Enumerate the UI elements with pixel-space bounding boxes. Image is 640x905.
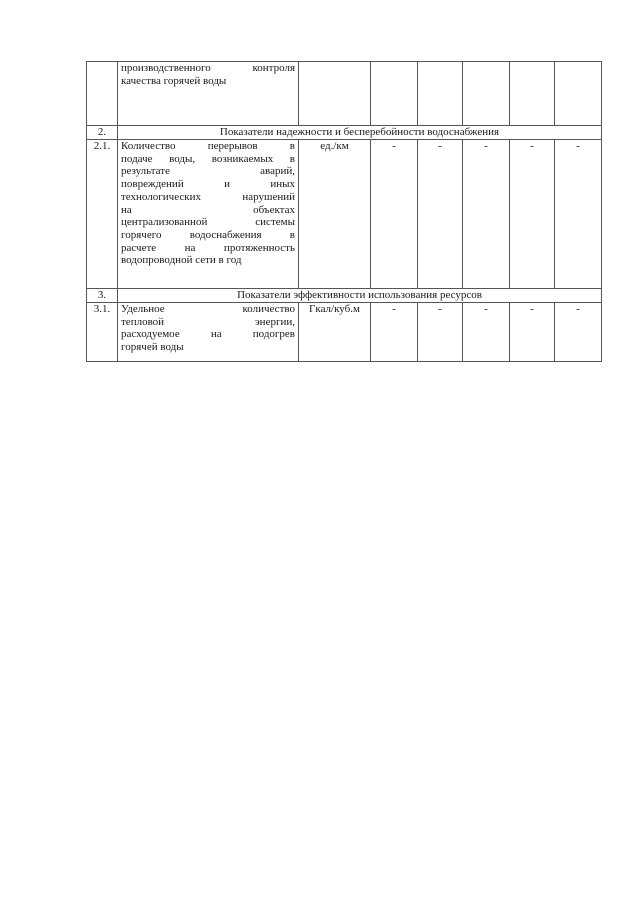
description-line: тепловой энергии, [121,315,295,328]
section-header-row [87,126,602,140]
value-cell [463,62,510,126]
description-line: централизованной системы [121,216,295,229]
section-title: Показатели надежности и бесперебойности водоснабжения [118,126,602,140]
description-line: расходуемое на подогрев [121,328,295,341]
unit-cell [299,62,371,126]
section-number: 3. [87,289,118,303]
indicator-description [118,140,299,289]
section-number: 2. [87,126,118,140]
description-line: горячей воды [121,341,184,354]
row-number [87,62,118,126]
indicators-table [86,61,602,362]
description-line: Удельное количество [121,303,295,315]
value-cell [371,62,418,126]
description-line: повреждений и иных [121,178,295,191]
section-title: Показатели эффективности использования ресурсов [118,289,602,303]
section-header-row [87,289,602,303]
value-cell: - [555,303,602,362]
value-cell [555,62,602,126]
description-line: на объектах [121,203,295,216]
description-line: технологических нарушений [121,190,295,203]
table-row-3-1 [87,303,602,362]
row-number: 3.1. [87,303,118,362]
unit-cell: ед./км [299,140,371,289]
indicator-description [118,62,299,126]
value-cell: - [371,140,418,289]
value-cell [510,62,555,126]
value-cell: - [463,140,510,289]
description-line: расчете на протяженность [121,241,295,254]
description-line: подаче воды, возникаемых в [121,152,295,165]
table-row-2-1 [87,140,602,289]
description-line: горячего водоснабжения в [121,228,295,241]
value-cell: - [555,140,602,289]
description-line: водопроводной сети в год [121,254,242,267]
description-line: Количество перерывов в [121,140,295,152]
value-cell: - [418,303,463,362]
value-cell: - [510,303,555,362]
value-cell: - [418,140,463,289]
description-line: качества горячей воды [121,74,227,87]
description-line: результате аварий, [121,165,295,178]
row-number: 2.1. [87,140,118,289]
value-cell: - [510,140,555,289]
value-cell [418,62,463,126]
description-line: производственного контроля [121,62,295,74]
table-row-continuation [87,62,602,126]
value-cell: - [371,303,418,362]
unit-cell: Гкал/куб.м [299,303,371,362]
indicator-description [118,303,299,362]
value-cell: - [463,303,510,362]
